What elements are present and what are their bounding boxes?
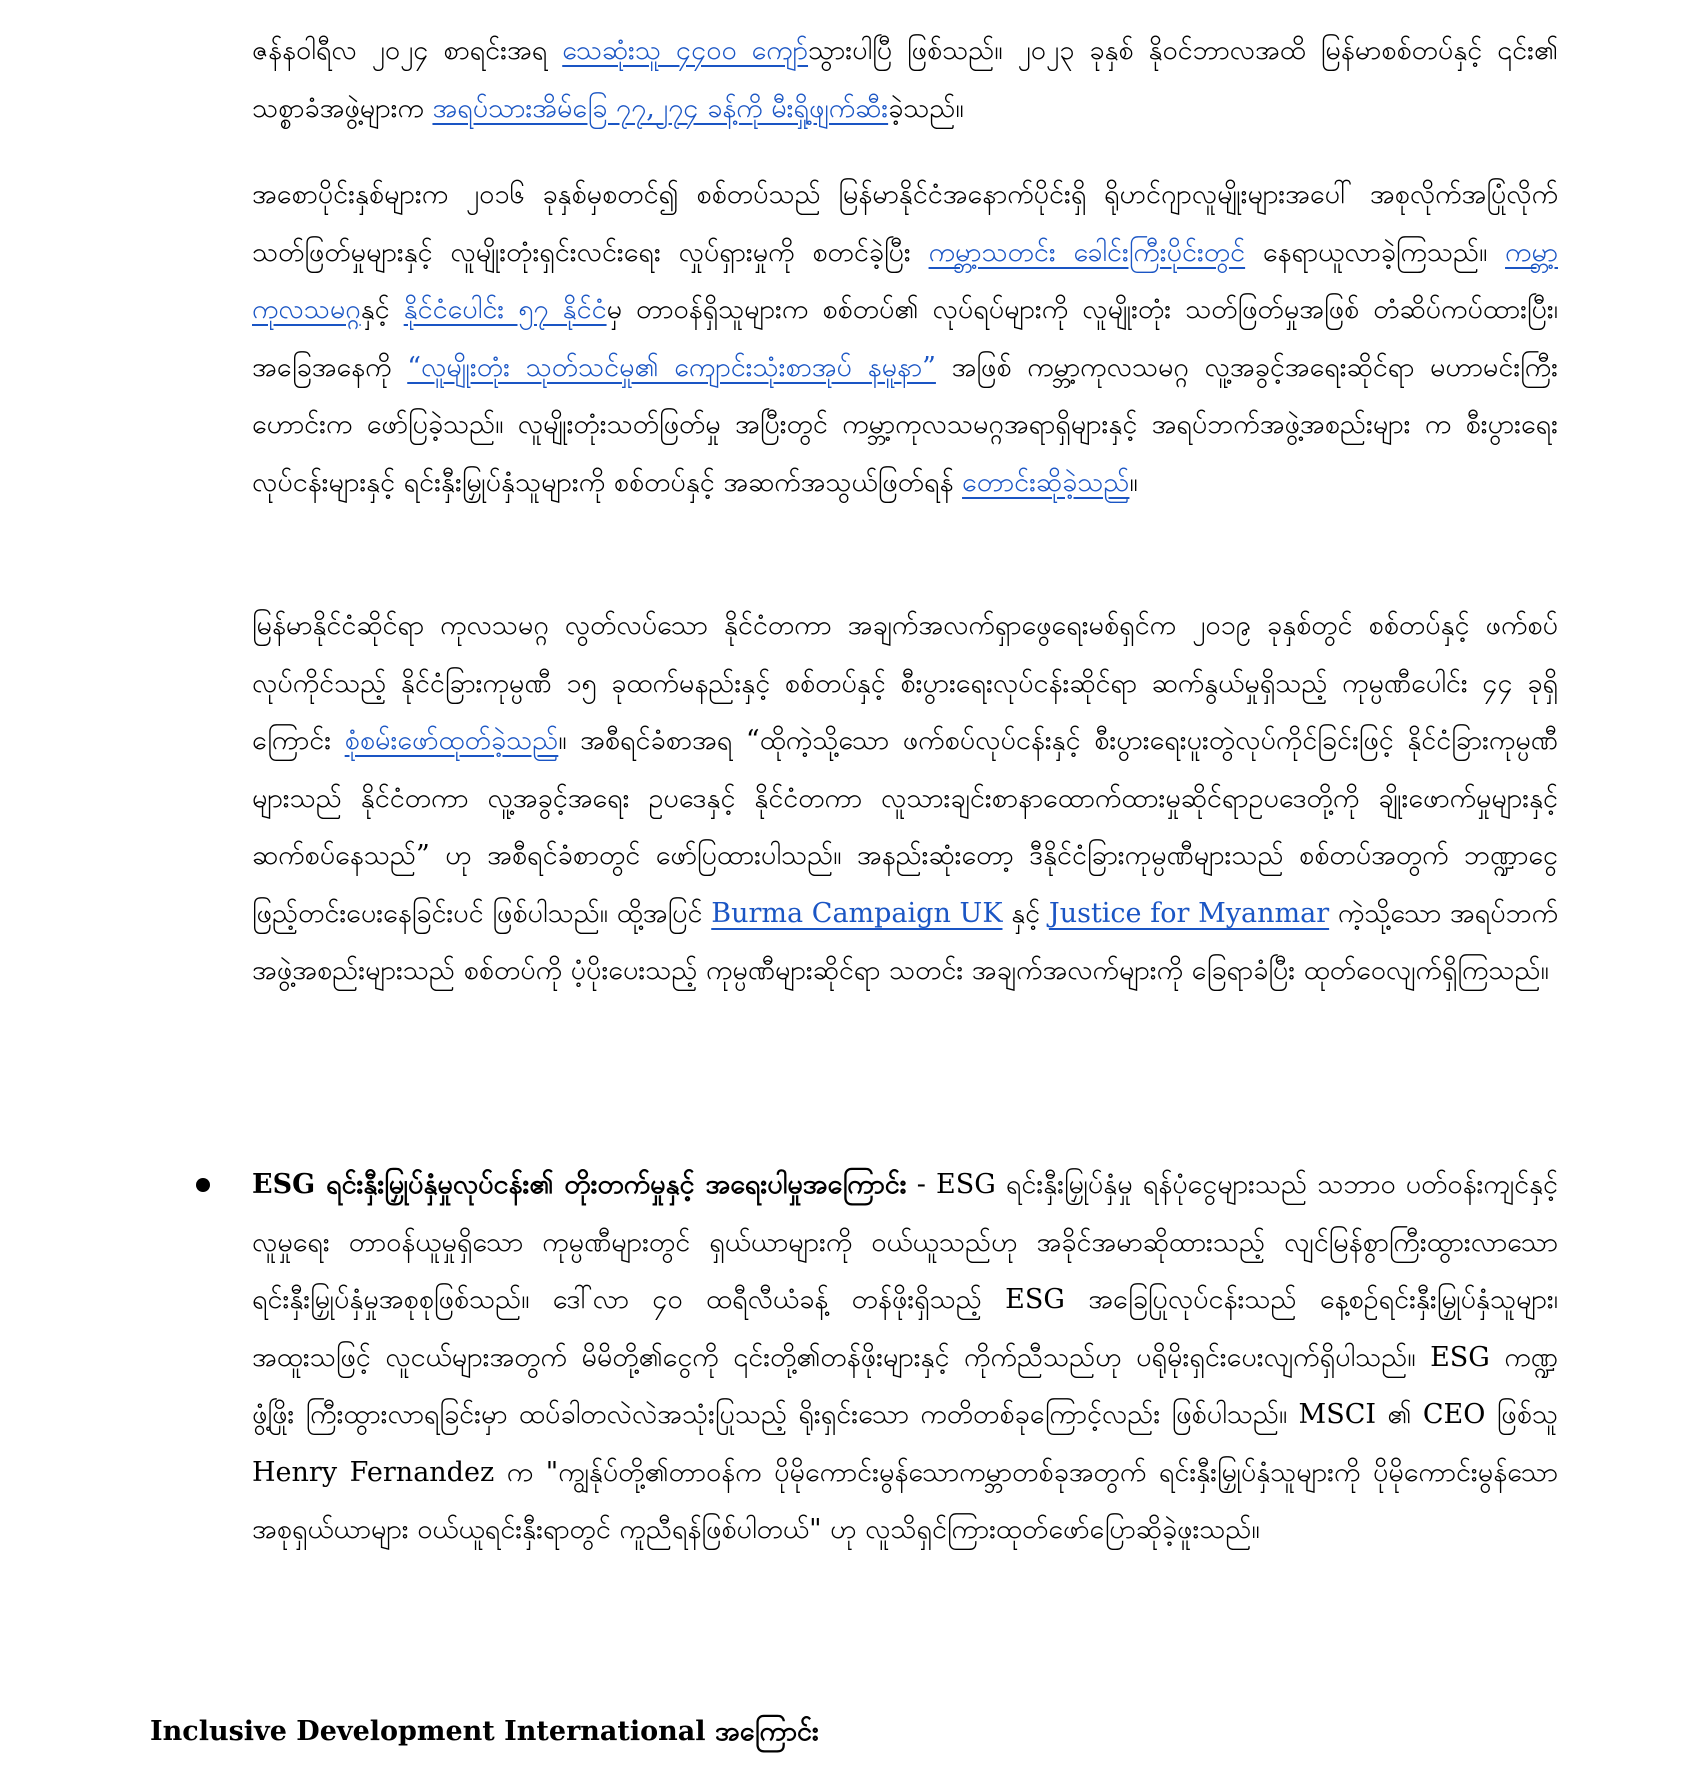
para3-text-3: နှင့် xyxy=(1002,897,1049,929)
link-burma-campaign-uk[interactable]: Burma Campaign UK xyxy=(711,897,1003,929)
link-called-for[interactable]: တောင်းဆိုခဲ့သည် xyxy=(962,466,1130,498)
bullet-esg-text: - ESG ရင်းနှီးမြှုပ်နှံမှု ရန်ပုံငွေများသည် သဘာဝ ပတ်ဝန်းကျင်နှင့် လူမှုရေး တာဝန်ယူမှုရှိသော ကုမ္ပဏီများတွင် ရှယ်ယာများကို ဝယ်ယူသည်ဟု အခိုင်အမာဆိုထားသည့် လျင်မြန်စွာကြီးထွားလာသော ရင်းနှီးမြှုပ်နှံမှုအစုစုဖြစ်သည်။ ဒေါ်လာ ၄၀ ထရီလီယံခန့် တန်ဖိုးရှိသည့် ESG အခြေပြုလုပ်ငန်းသည် နေ့စဉ်ရင်းနှီးမြှုပ်နှံသူများ၊ အထူးသဖြင့် လူငယ်များအတွက် မိမိတို့၏ငွေကို ၎င်းတို့၏တန်ဖိုးများနှင့် ကိုက်ညီသည်ဟု ပရိုမိုးရှင်းပေးလျက်ရှိပါသည်။ ESG ကဏ္ဍဖွံ့ဖြိုး ကြီးထွားလာရခြင်းမှာ ထပ်ခါတလဲလဲအသုံးပြုသည့် ရိုးရှင်းသော ကတိတစ်ခုကြောင့်လည်း ဖြစ်ပါသည်။ MSCI ၏ CEO ဖြစ်သူ Henry Fernandez က "ကျွန်ုပ်တို့၏တာဝန်က ပိုမိုကောင်းမွန်သောကမ္ဘာတစ်ခုအတွက် ရင်းနှီးမြှုပ်နှံသူများကို ပိုမိုကောင်းမွန်သော အစုရှယ်ယာများ ဝယ်ယူရင်းနှီးရာတွင် ကူညီရန်ဖြစ်ပါတယ်" ဟု လူသိရှင်ကြားထုတ်ဖော်ပြောဆိုခဲ့ဖူးသည်။ xyxy=(252,1169,1558,1545)
paragraph-casualties xyxy=(252,22,1558,137)
link-world-headlines[interactable]: ကမ္ဘာ့သတင်း ခေါင်းကြီးပိုင်းတွင် xyxy=(928,236,1246,268)
paragraph-fact-finding xyxy=(252,597,1558,1000)
para1-text-1: ဇန်နဝါရီလ ၂၀၂၄ စာရင်းအရ xyxy=(252,35,563,66)
bullet-esg xyxy=(252,1156,1558,1559)
link-textbook-example[interactable]: “လူမျိုးတုံး သုတ်သင်မှု၏ ကျောင်းသုံးစာအုပ် နမူနာ” xyxy=(407,351,936,383)
para1-text-3: ခဲ့သည်။ xyxy=(888,92,964,124)
para2-text-5: အဖြစ် ကမ္ဘာ့ကုလသမဂ္ဂ လူ့အခွင့်အရေးဆိုင်ရာ မဟာမင်းကြီးဟောင်းက ဖော်ပြခဲ့သည်။ လူမျိုးတုံးသတ်ဖြတ်မှု အပြီးတွင် ကမ္ဘာ့ကုလသမဂ္ဂအရာရှိများနှင့် အရပ်ဘက်အဖွဲ့အစည်းများ က စီးပွားရေးလုပ်ငန်းများနှင့် ရင်းနှီးမြှုပ်နှံသူများကို စစ်တပ်နှင့် အဆက်အသွယ်ဖြတ်ရန် xyxy=(252,351,1558,498)
bullet-dot-icon xyxy=(196,1178,210,1192)
link-death-toll[interactable]: သေဆုံးသူ ၄၄၀၀ ကျော် xyxy=(562,35,809,66)
para3-text-4: ကဲ့သို့သော အရပ်ဘက်အဖွဲ့အစည်းများသည် စစ်တပ်ကို ပံ့ပိုးပေးသည့် ကုမ္ပဏီများဆိုင်ရာ သတင်း အချက်အလက်များကို ခြေရာခံပြီး ထုတ်ဝေလျက်ရှိကြသည်။ xyxy=(252,897,1559,986)
section-heading: Inclusive Development International အကြောင်း xyxy=(150,1716,819,1747)
para2-text-6: ။ xyxy=(1129,466,1138,498)
bullet-esg-title: ESG ရင်းနှီးမြှုပ်နှံမှုလုပ်ငန်း၏ တိုးတက်မှုနှင့် အရေးပါမှုအကြောင်း xyxy=(252,1169,907,1200)
link-57-countries[interactable]: နိုင်ငံပေါင်း ၅၇ နိုင်ငံ xyxy=(403,294,607,325)
para2-text-4: မှ တာဝန်ရှိသူများက စစ်တပ်၏ လုပ်ရပ်များကို လူမျိုးတုံး သတ်ဖြတ်မှုအဖြစ် တံဆိပ်ကပ်ထားပြီး၊ အခြေအနေကို xyxy=(252,294,1558,383)
link-investigation[interactable]: စုံစမ်းဖော်ထုတ်ခဲ့သည် xyxy=(344,725,559,756)
para3-text-1: မြန်မာနိုင်ငံဆိုင်ရာ ကုလသမဂ္ဂ လွတ်လပ်သော နိုင်ငံတကာ အချက်အလက်ရှာဖွေရေးမစ်ရှင်က ၂၀၁၉ ခုနှစ်တွင် စစ်တပ်နှင့် ဖက်စပ်လုပ်ကိုင်သည့် နိုင်ငံခြားကုမ္ပဏီ ၁၅ ခုထက်မနည်းနှင့် စစ်တပ်နှင့် စီးပွားရေးလုပ်ငန်းဆိုင်ရာ ဆက်နွယ်မှုရှိသည့် ကုမ္ပဏီပေါင်း ၄၄ ခုရှိကြောင်း xyxy=(252,610,1558,756)
link-justice-for-myanmar[interactable]: Justice for Myanmar xyxy=(1048,897,1330,929)
para2-text-3: နှင့် xyxy=(360,294,404,325)
link-homes-burned[interactable]: အရပ်သားအိမ်ခြေ ၇၇,၂၇၄ ခန့်ကို မီးရှို့ဖျက်ဆီး xyxy=(432,92,889,124)
paragraph-rohingya xyxy=(252,166,1558,511)
para2-text-2: နေရာယူလာခဲ့ကြသည်။ xyxy=(1245,236,1506,268)
link-united-nations[interactable]: ကမ္ဘာ့ကုလသမဂ္ဂ xyxy=(252,236,1558,325)
para3-text-2: ။ အစီရင်ခံစာအရ “ထိုကဲ့သို့သော ဖက်စပ်လုပ်ငန်းနှင့် စီးပွားရေးပူးတွဲလုပ်ကိုင်ခြင်းဖြင့် နိုင်ငံခြားကုမ္ပဏီများသည် နိုင်ငံတကာ လူ့အခွင့်အရေး ဥပဒေနှင့် နိုင်ငံတကာ လူသားချင်းစာနာထောက်ထားမှုဆိုင်ရာဥပဒေတို့ကို ချိုးဖောက်မှုများနှင့် ဆက်စပ်နေသည်” ဟု အစီရင်ခံစာတွင် ဖော်ပြထားပါသည်။ အနည်းဆုံးတော့ ဒီနိုင်ငံခြားကုမ္ပဏီများသည် စစ်တပ်အတွက် ဘဏ္ဍာငွေ ဖြည့်တင်းပေးနေခြင်းပင် ဖြစ်ပါသည်။ ထို့အပြင် xyxy=(252,725,1558,929)
para2-text-1: အစောပိုင်းနှစ်များက ၂၀၁၆ ခုနှစ်မှစတင်၍ စစ်တပ်သည် မြန်မာနိုင်ငံအနောက်ပိုင်းရှိ ရိုဟင်ဂျာလူမျိုးများအပေါ် အစုလိုက်အပြုံလိုက် သတ်ဖြတ်မှုများနှင့် လူမျိုးတုံးရှင်းလင်းရေး လှုပ်ရှားမှုကို စတင်ခဲ့ပြီး xyxy=(252,179,1558,268)
para1-text-2: သွားပါပြီ ဖြစ်သည်။ ၂၀၂၃ ခုနှစ် နိုဝင်ဘာလအထိ မြန်မာစစ်တပ်နှင့် ၎င်း၏ သစ္စာခံအဖွဲ့များက xyxy=(252,35,1559,124)
